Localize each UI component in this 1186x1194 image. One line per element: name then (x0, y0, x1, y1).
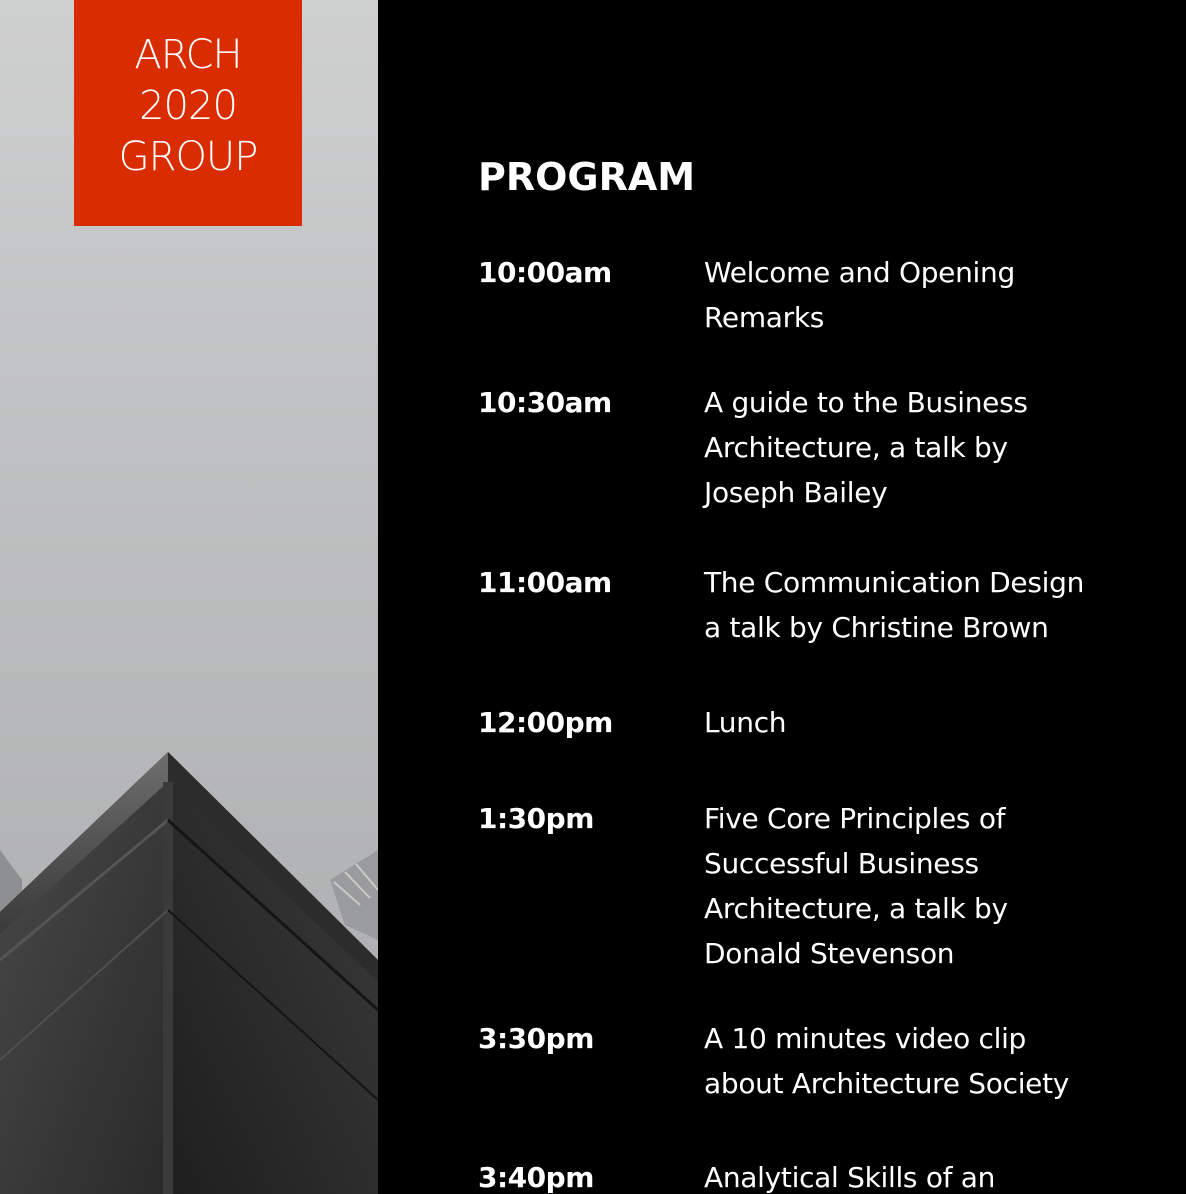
schedule-time: 11:00am (478, 566, 612, 599)
description-line: Architecture, a talk by (704, 431, 1008, 464)
description-line: Lunch (704, 706, 787, 739)
schedule-time: 10:00am (478, 256, 612, 289)
description-line: about Architecture Society (704, 1067, 1070, 1100)
schedule-description (704, 560, 1124, 650)
description-line: Donald Stevenson (704, 937, 955, 970)
description-line: A 10 minutes video clip (704, 1022, 1027, 1055)
description-line: Architecture, a talk by (704, 892, 1008, 925)
schedule-time: 3:40pm (478, 1161, 594, 1194)
schedule-time: 1:30pm (478, 802, 594, 835)
logo-line-3: GROUP (118, 133, 258, 180)
program-title: PROGRAM (478, 155, 696, 199)
schedule-time: 12:00pm (478, 706, 613, 739)
schedule-description (704, 1016, 1124, 1106)
description-line: Successful Business (704, 847, 979, 880)
schedule-description (704, 380, 1124, 515)
description-line: Five Core Principles of (704, 802, 1006, 835)
description-line: Analytical Skills of an (704, 1161, 996, 1194)
description-line: A guide to the Business (704, 386, 1028, 419)
description-line: Welcome and Opening (704, 256, 1015, 289)
description-line: Joseph Bailey (704, 476, 888, 509)
schedule-description (704, 796, 1124, 976)
schedule-description (704, 250, 1124, 340)
program-section (478, 150, 1138, 204)
brand-logo (74, 0, 302, 226)
schedule-description (704, 1155, 1124, 1194)
description-line: The Communication Design (704, 566, 1085, 599)
schedule-time: 10:30am (478, 386, 612, 419)
description-line: a talk by Christine Brown (704, 611, 1049, 644)
logo-line-1: ARCH (134, 31, 242, 78)
schedule-time: 3:30pm (478, 1022, 594, 1055)
logo-line-2: 2020 (139, 82, 237, 129)
description-line: Remarks (704, 301, 825, 334)
schedule-description (704, 700, 1124, 745)
